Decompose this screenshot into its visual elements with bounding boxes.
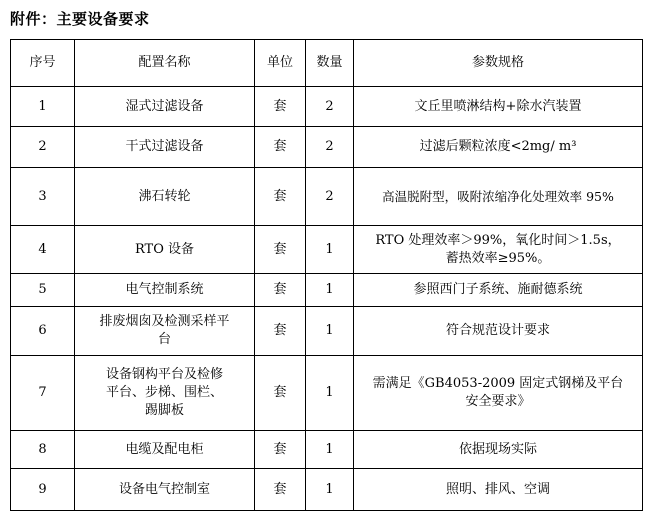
- header-cell-spec: 参数规格: [354, 40, 643, 87]
- header-cell-qty: 数量: [306, 40, 354, 87]
- cell-name: 排废烟囱及检测采样平台: [75, 307, 255, 356]
- cell-no: 3: [11, 168, 75, 226]
- cell-spec: 照明、排风、空调: [354, 469, 643, 511]
- cell-name: 电缆及配电柜: [75, 431, 255, 469]
- cell-unit: 套: [255, 226, 306, 274]
- cell-spec-line: 蓄热效率≥95%。: [445, 250, 551, 266]
- cell-name: 干式过滤设备: [75, 127, 255, 168]
- cell-spec: [354, 356, 643, 431]
- cell-spec: 参照西门子系统、施耐德系统: [354, 274, 643, 307]
- cell-spec: 过滤后颗粒浓度<2mg/ m³: [354, 127, 643, 168]
- cell-unit: 套: [255, 127, 306, 168]
- cell-unit: 套: [255, 87, 306, 127]
- cell-name: RTO 设备: [75, 226, 255, 274]
- header-cell-no: 序号: [11, 40, 75, 87]
- cell-unit: 套: [255, 469, 306, 511]
- cell-spec-line: 需满足《GB4053-2009 固定式钢梯及平台: [372, 376, 624, 391]
- table-row: [11, 431, 643, 469]
- header-cell-unit: 单位: [255, 40, 306, 87]
- cell-spec-line: 安全要求》: [465, 394, 531, 409]
- cell-qty: 1: [306, 274, 354, 307]
- cell-unit: 套: [255, 307, 306, 356]
- cell-qty: 1: [306, 431, 354, 469]
- cell-name: 设备钢构平台及检修平台、步梯、围栏、踢脚板: [75, 356, 255, 431]
- table-row: [11, 168, 643, 226]
- cell-unit: 套: [255, 356, 306, 431]
- cell-qty: 2: [306, 127, 354, 168]
- cell-name: 湿式过滤设备: [75, 87, 255, 127]
- cell-no: 7: [11, 356, 75, 431]
- table-row: [11, 356, 643, 431]
- table-row: [11, 127, 643, 168]
- cell-unit: 套: [255, 168, 306, 226]
- cell-spec: 符合规范设计要求: [354, 307, 643, 356]
- cell-unit: 套: [255, 274, 306, 307]
- table-row: [11, 87, 643, 127]
- table-row: [11, 274, 643, 307]
- table-row: [11, 469, 643, 511]
- cell-unit: 套: [255, 431, 306, 469]
- cell-qty: 1: [306, 307, 354, 356]
- table-row: [11, 307, 643, 356]
- cell-no: 9: [11, 469, 75, 511]
- table-row: [11, 226, 643, 274]
- cell-qty: 1: [306, 469, 354, 511]
- cell-qty: 1: [306, 356, 354, 431]
- cell-no: 2: [11, 127, 75, 168]
- cell-no: 1: [11, 87, 75, 127]
- cell-name: 沸石转轮: [75, 168, 255, 226]
- cell-spec-line: RTO 处理效率＞99%，氧化时间＞1.5s，: [375, 232, 621, 248]
- document-title: 附件：主要设备要求: [10, 10, 150, 28]
- cell-spec: 高温脱附型，吸附浓缩净化处理效率 95%: [354, 168, 643, 226]
- cell-name: 设备电气控制室: [75, 469, 255, 511]
- cell-no: 8: [11, 431, 75, 469]
- cell-spec: 依据现场实际: [354, 431, 643, 469]
- cell-qty: 2: [306, 87, 354, 127]
- cell-no: 5: [11, 274, 75, 307]
- cell-qty: 1: [306, 226, 354, 274]
- cell-no: 4: [11, 226, 75, 274]
- cell-no: 6: [11, 307, 75, 356]
- cell-spec: 文丘里喷淋结构+除水汽装置: [354, 87, 643, 127]
- equipment-requirements-table: [10, 39, 643, 511]
- header-cell-name: 配置名称: [75, 40, 255, 87]
- cell-name: 电气控制系统: [75, 274, 255, 307]
- header-row: [11, 40, 643, 87]
- cell-qty: 2: [306, 168, 354, 226]
- cell-spec: [354, 226, 643, 274]
